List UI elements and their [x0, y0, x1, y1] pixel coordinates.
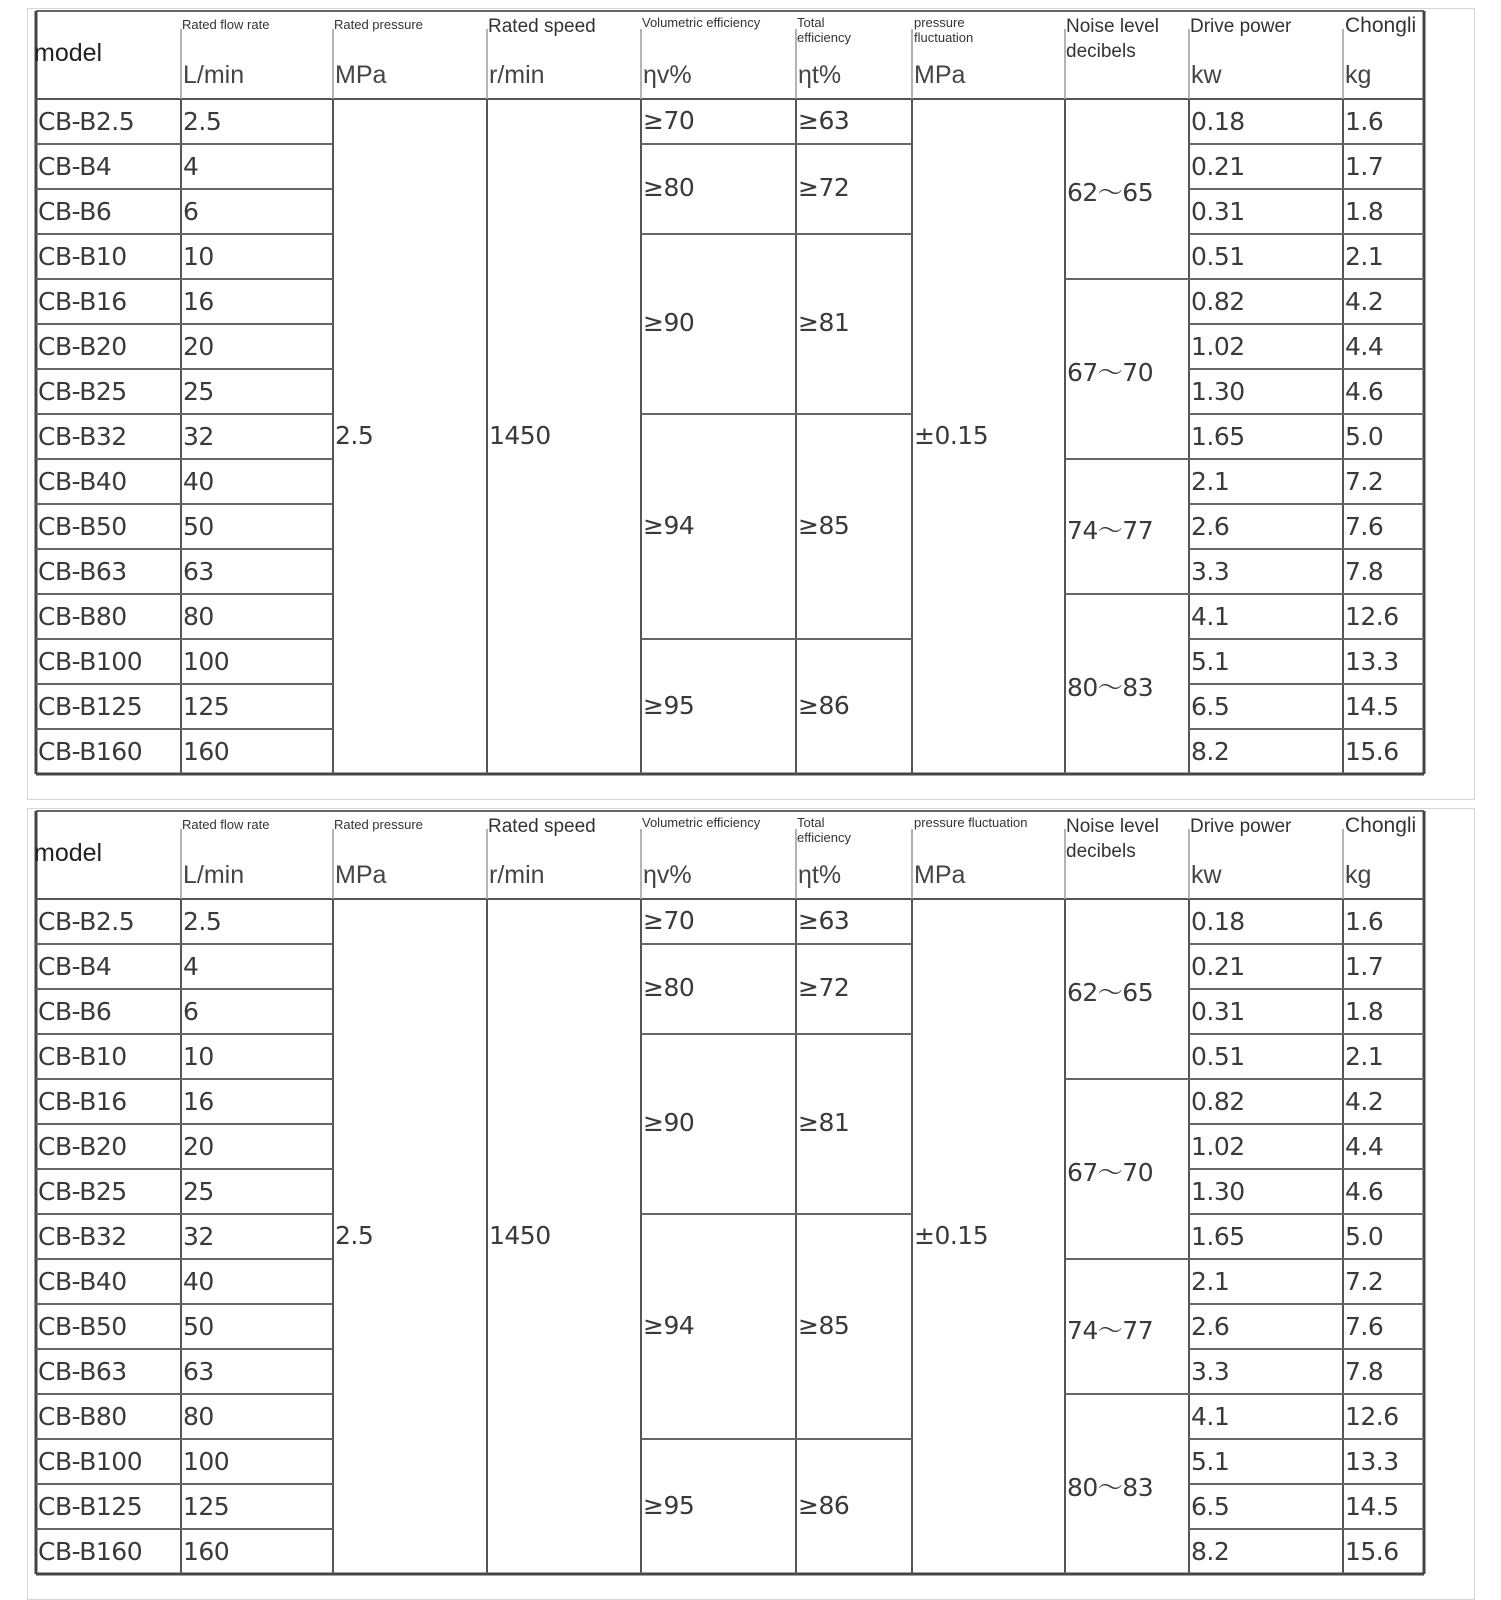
- header-rated-speed: Rated speed: [488, 16, 596, 37]
- unit-total-eff: ηt%: [798, 861, 842, 889]
- noise-level-value: 74～77: [1067, 515, 1154, 545]
- model-cell: CB-B40: [38, 1267, 127, 1296]
- model-cell: CB-B160: [38, 1537, 143, 1566]
- flow-cell: 6: [183, 197, 199, 226]
- unit-flow: L/min: [183, 861, 245, 889]
- weight-cell: 7.6: [1345, 1312, 1384, 1341]
- model-cell: CB-B4: [38, 152, 112, 181]
- model-cell: CB-B80: [38, 602, 127, 631]
- header-pressure-fluctuation: pressure fluctuation: [914, 15, 974, 45]
- rated-speed-value: 1450: [489, 420, 551, 450]
- header-rated-pressure: Rated pressure: [334, 817, 423, 832]
- weight-cell: 7.6: [1345, 512, 1384, 541]
- weight-cell: 4.2: [1345, 287, 1384, 316]
- model-cell: CB-B125: [38, 1492, 143, 1521]
- noise-level-value: 62～65: [1067, 178, 1154, 207]
- noise-level-value: 74～77: [1067, 1315, 1154, 1345]
- total-efficiency-value: ≥86: [798, 1490, 850, 1520]
- model-cell: CB-B6: [38, 997, 112, 1026]
- flow-cell: 80: [183, 602, 214, 631]
- flow-cell: 80: [183, 1402, 214, 1431]
- weight-cell: 13.3: [1345, 647, 1399, 676]
- unit-pressure: MPa: [335, 861, 387, 889]
- model-cell: CB-B63: [38, 1357, 127, 1386]
- weight-cell: 7.8: [1345, 1357, 1384, 1386]
- unit-fluct: MPa: [914, 861, 966, 889]
- model-cell: CB-B10: [38, 1042, 127, 1071]
- flow-cell: 100: [183, 1447, 230, 1476]
- power-cell: 1.02: [1191, 332, 1245, 361]
- header-weight: Chongli: [1345, 814, 1417, 837]
- rated-pressure-value: 2.5: [335, 420, 374, 450]
- model-cell: CB-B50: [38, 512, 127, 541]
- model-cell: CB-B50: [38, 1312, 127, 1341]
- flow-cell: 16: [183, 287, 214, 316]
- header-model: model: [34, 839, 103, 867]
- flow-cell: 25: [183, 1177, 214, 1206]
- weight-cell: 14.5: [1345, 692, 1399, 721]
- unit-total-eff: ηt%: [798, 61, 842, 89]
- weight-cell: 4.4: [1345, 332, 1384, 361]
- volumetric-efficiency-value: ≥94: [643, 510, 695, 540]
- total-efficiency-value: ≥85: [798, 1310, 850, 1340]
- table-grid: [28, 9, 1474, 799]
- flow-cell: 4: [183, 152, 199, 181]
- pressure-fluctuation-value: ±0.15: [914, 420, 989, 450]
- total-efficiency-value: ≥72: [798, 173, 850, 202]
- flow-cell: 160: [183, 737, 230, 766]
- unit-power: kw: [1191, 861, 1222, 889]
- weight-cell: 7.2: [1345, 467, 1384, 496]
- weight-cell: 1.8: [1345, 997, 1384, 1026]
- total-efficiency-value: ≥72: [798, 973, 850, 1002]
- header-weight: Chongli: [1345, 14, 1417, 37]
- model-cell: CB-B6: [38, 197, 112, 226]
- weight-cell: 4.6: [1345, 377, 1384, 406]
- power-cell: 3.3: [1191, 1357, 1230, 1386]
- power-cell: 0.31: [1191, 197, 1245, 226]
- header-pressure-fluctuation: pressure fluctuation: [914, 815, 1028, 830]
- noise-level-value: 62～65: [1067, 978, 1154, 1007]
- power-cell: 0.31: [1191, 997, 1245, 1026]
- flow-cell: 50: [183, 1312, 214, 1341]
- power-cell: 0.18: [1191, 907, 1245, 936]
- weight-cell: 7.8: [1345, 557, 1384, 586]
- header-drive-power: Drive power: [1190, 816, 1292, 837]
- table-grid: [28, 809, 1474, 1599]
- header-noise-level: Noise level decibels: [1066, 816, 1159, 862]
- rated-pressure-value: 2.5: [335, 1220, 374, 1250]
- noise-level-value: 67～70: [1067, 358, 1154, 387]
- noise-level-value: 67～70: [1067, 1158, 1154, 1187]
- header-total-efficiency: Total efficiency: [797, 15, 851, 45]
- weight-cell: 2.1: [1345, 1042, 1384, 1071]
- power-cell: 0.21: [1191, 952, 1245, 981]
- total-efficiency-value: ≥86: [798, 690, 850, 720]
- flow-cell: 32: [183, 1222, 214, 1251]
- header-volumetric-efficiency: Volumetric efficiency: [642, 815, 761, 830]
- unit-weight: kg: [1345, 861, 1372, 889]
- total-efficiency-value: ≥63: [798, 905, 850, 935]
- power-cell: 0.82: [1191, 1087, 1245, 1116]
- volumetric-efficiency-value: ≥90: [643, 1108, 695, 1137]
- unit-power: kw: [1191, 61, 1222, 89]
- power-cell: 1.65: [1191, 1222, 1245, 1251]
- power-cell: 8.2: [1191, 737, 1230, 766]
- power-cell: 2.6: [1191, 1312, 1230, 1341]
- power-cell: 4.1: [1191, 602, 1230, 631]
- flow-cell: 2.5: [183, 107, 222, 136]
- total-efficiency-value: ≥81: [798, 1108, 850, 1137]
- header-rated-flow-rate: Rated flow rate: [182, 17, 270, 32]
- flow-cell: 160: [183, 1537, 230, 1566]
- model-cell: CB-B80: [38, 1402, 127, 1431]
- weight-cell: 4.2: [1345, 1087, 1384, 1116]
- power-cell: 6.5: [1191, 692, 1230, 721]
- unit-flow: L/min: [183, 61, 245, 89]
- power-cell: 5.1: [1191, 647, 1230, 676]
- model-cell: CB-B100: [38, 1447, 143, 1476]
- power-cell: 5.1: [1191, 1447, 1230, 1476]
- power-cell: 8.2: [1191, 1537, 1230, 1566]
- total-efficiency-value: ≥81: [798, 308, 850, 337]
- model-cell: CB-B20: [38, 332, 127, 361]
- power-cell: 4.1: [1191, 1402, 1230, 1431]
- flow-cell: 16: [183, 1087, 214, 1116]
- flow-cell: 32: [183, 422, 214, 451]
- spec-table-2: [27, 808, 1475, 1600]
- volumetric-efficiency-value: ≥70: [643, 105, 695, 135]
- power-cell: 6.5: [1191, 1492, 1230, 1521]
- noise-level-value: 80～83: [1067, 1473, 1154, 1502]
- flow-cell: 20: [183, 332, 214, 361]
- volumetric-efficiency-value: ≥70: [643, 905, 695, 935]
- power-cell: 1.02: [1191, 1132, 1245, 1161]
- weight-cell: 7.2: [1345, 1267, 1384, 1296]
- spec-table-1: [27, 8, 1475, 800]
- weight-cell: 5.0: [1345, 422, 1384, 451]
- model-cell: CB-B32: [38, 422, 127, 451]
- model-cell: CB-B20: [38, 1132, 127, 1161]
- volumetric-efficiency-value: ≥95: [643, 690, 695, 720]
- weight-cell: 1.7: [1345, 952, 1384, 981]
- power-cell: 2.1: [1191, 1267, 1230, 1296]
- unit-pressure: MPa: [335, 61, 387, 89]
- weight-cell: 1.8: [1345, 197, 1384, 226]
- model-cell: CB-B25: [38, 1177, 127, 1206]
- unit-vol-eff: ηv%: [643, 61, 692, 89]
- weight-cell: 14.5: [1345, 1492, 1399, 1521]
- flow-cell: 63: [183, 557, 214, 586]
- flow-cell: 125: [183, 692, 230, 721]
- header-rated-pressure: Rated pressure: [334, 17, 423, 32]
- power-cell: 0.21: [1191, 152, 1245, 181]
- header-volumetric-efficiency: Volumetric efficiency: [642, 15, 761, 30]
- power-cell: 0.18: [1191, 107, 1245, 136]
- model-cell: CB-B63: [38, 557, 127, 586]
- pressure-fluctuation-value: ±0.15: [914, 1220, 989, 1250]
- total-efficiency-value: ≥85: [798, 510, 850, 540]
- noise-level-value: 80～83: [1067, 673, 1154, 702]
- header-model: model: [34, 39, 103, 67]
- unit-speed: r/min: [489, 861, 545, 889]
- power-cell: 2.6: [1191, 512, 1230, 541]
- model-cell: CB-B40: [38, 467, 127, 496]
- model-cell: CB-B100: [38, 647, 143, 676]
- weight-cell: 1.7: [1345, 152, 1384, 181]
- model-cell: CB-B10: [38, 242, 127, 271]
- weight-cell: 12.6: [1345, 602, 1399, 631]
- header-rated-flow-rate: Rated flow rate: [182, 817, 270, 832]
- model-cell: CB-B2.5: [38, 907, 135, 936]
- header-drive-power: Drive power: [1190, 16, 1292, 37]
- model-cell: CB-B16: [38, 287, 127, 316]
- weight-cell: 1.6: [1345, 907, 1384, 936]
- flow-cell: 25: [183, 377, 214, 406]
- model-cell: CB-B16: [38, 1087, 127, 1116]
- header-rated-speed: Rated speed: [488, 816, 596, 837]
- flow-cell: 10: [183, 242, 214, 271]
- weight-cell: 13.3: [1345, 1447, 1399, 1476]
- power-cell: 2.1: [1191, 467, 1230, 496]
- power-cell: 1.65: [1191, 422, 1245, 451]
- weight-cell: 1.6: [1345, 107, 1384, 136]
- header-noise-level: Noise level decibels: [1066, 16, 1159, 62]
- model-cell: CB-B125: [38, 692, 143, 721]
- flow-cell: 100: [183, 647, 230, 676]
- unit-fluct: MPa: [914, 61, 966, 89]
- power-cell: 0.51: [1191, 1042, 1245, 1071]
- flow-cell: 4: [183, 952, 199, 981]
- model-cell: CB-B25: [38, 377, 127, 406]
- volumetric-efficiency-value: ≥90: [643, 308, 695, 337]
- flow-cell: 50: [183, 512, 214, 541]
- weight-cell: 5.0: [1345, 1222, 1384, 1251]
- power-cell: 0.51: [1191, 242, 1245, 271]
- flow-cell: 40: [183, 1267, 214, 1296]
- flow-cell: 6: [183, 997, 199, 1026]
- model-cell: CB-B160: [38, 737, 143, 766]
- flow-cell: 63: [183, 1357, 214, 1386]
- model-cell: CB-B4: [38, 952, 112, 981]
- weight-cell: 15.6: [1345, 1537, 1399, 1566]
- weight-cell: 4.6: [1345, 1177, 1384, 1206]
- header-total-efficiency: Total efficiency: [797, 815, 851, 845]
- volumetric-efficiency-value: ≥80: [643, 173, 695, 202]
- flow-cell: 2.5: [183, 907, 222, 936]
- volumetric-efficiency-value: ≥94: [643, 1310, 695, 1340]
- rated-speed-value: 1450: [489, 1220, 551, 1250]
- flow-cell: 10: [183, 1042, 214, 1071]
- weight-cell: 12.6: [1345, 1402, 1399, 1431]
- volumetric-efficiency-value: ≥95: [643, 1490, 695, 1520]
- power-cell: 0.82: [1191, 287, 1245, 316]
- unit-vol-eff: ηv%: [643, 861, 692, 889]
- power-cell: 1.30: [1191, 377, 1245, 406]
- weight-cell: 4.4: [1345, 1132, 1384, 1161]
- power-cell: 3.3: [1191, 557, 1230, 586]
- model-cell: CB-B32: [38, 1222, 127, 1251]
- power-cell: 1.30: [1191, 1177, 1245, 1206]
- unit-speed: r/min: [489, 61, 545, 89]
- weight-cell: 2.1: [1345, 242, 1384, 271]
- unit-weight: kg: [1345, 61, 1372, 89]
- flow-cell: 125: [183, 1492, 230, 1521]
- weight-cell: 15.6: [1345, 737, 1399, 766]
- flow-cell: 40: [183, 467, 214, 496]
- model-cell: CB-B2.5: [38, 107, 135, 136]
- flow-cell: 20: [183, 1132, 214, 1161]
- total-efficiency-value: ≥63: [798, 105, 850, 135]
- volumetric-efficiency-value: ≥80: [643, 973, 695, 1002]
